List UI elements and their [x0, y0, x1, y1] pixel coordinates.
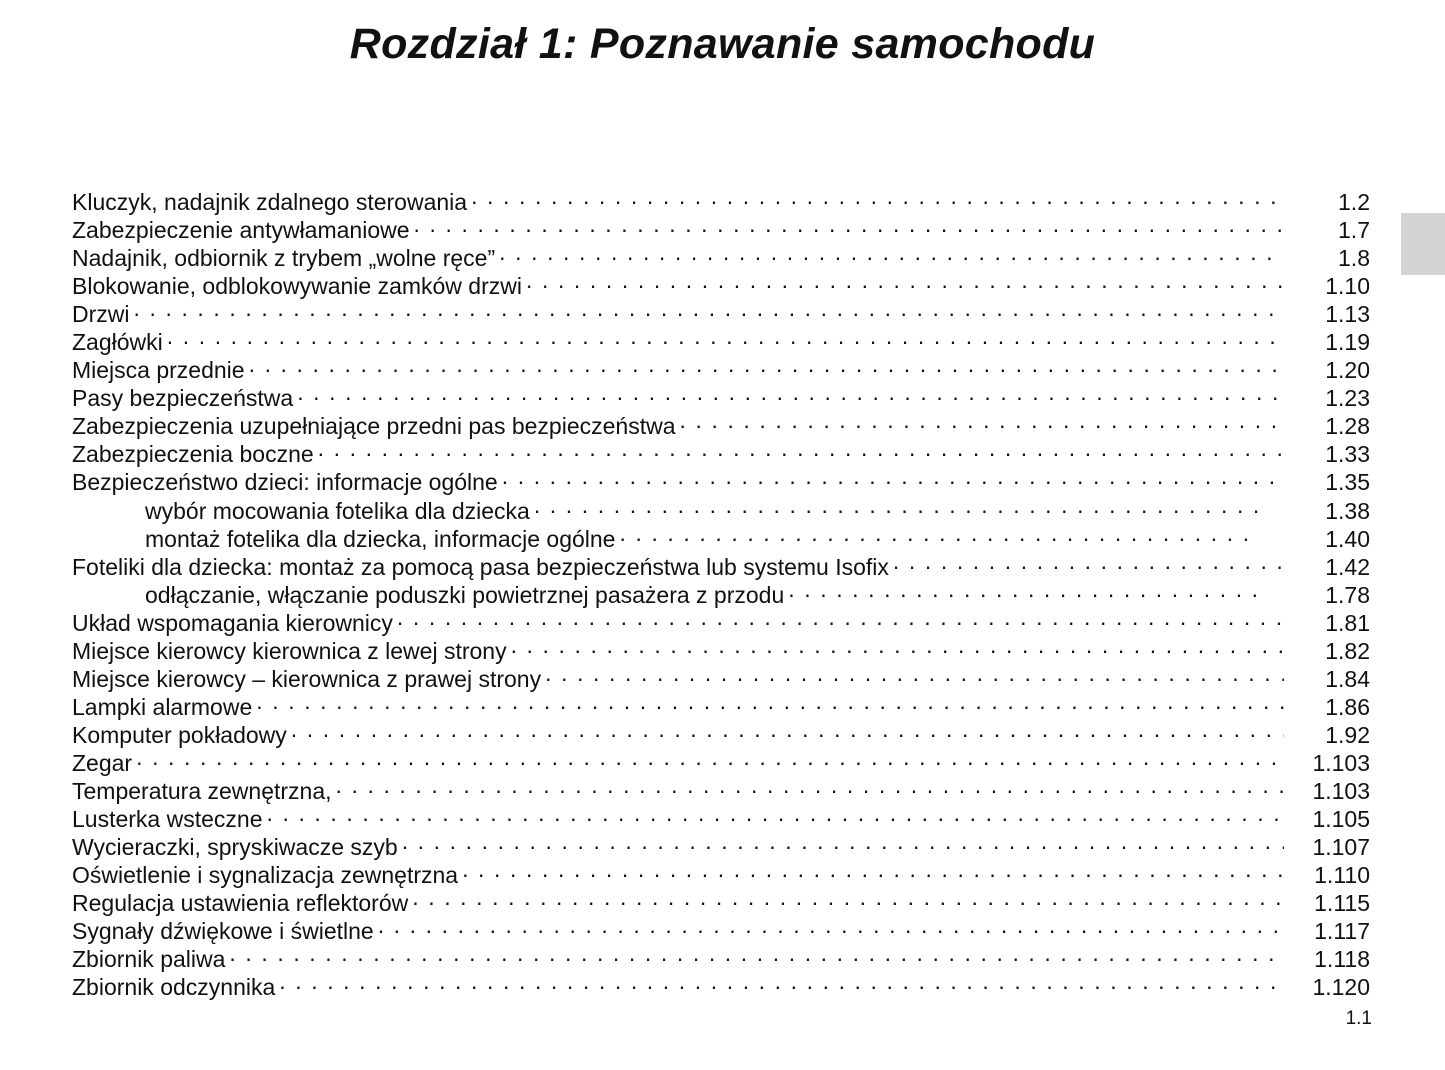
toc-entry-label: Lusterka wsteczne — [72, 806, 263, 833]
toc-entry[interactable] — [72, 939, 1370, 973]
toc-entry[interactable] — [72, 294, 1370, 328]
toc-entry-label: Wycieraczki, spryskiwacze szyb — [72, 834, 398, 861]
toc-entry-label: Bezpieczeństwo dzieci: informacje ogólne — [72, 469, 498, 496]
toc-entry-page: 1.8 — [1338, 245, 1370, 272]
dot-leader — [229, 939, 1284, 967]
toc-entry[interactable] — [72, 771, 1370, 804]
toc-entry[interactable] — [72, 967, 1370, 1001]
dot-leader — [256, 687, 1284, 715]
toc-entry-label: montaż fotelika dla dziecka, informacje ogólne — [145, 525, 616, 552]
toc-entry-label: Miejsce kierowcy – kierownica z prawej strony — [72, 665, 542, 692]
toc-entry-page: 1.81 — [1325, 609, 1370, 636]
toc-entry-page: 1.84 — [1325, 665, 1370, 692]
toc-entry-page: 1.7 — [1338, 217, 1370, 244]
toc-entry-label: odłączanie, włączanie poduszki powietrznej pasażera z przodu — [145, 581, 785, 608]
toc-entry-page: 1.103 — [1312, 749, 1370, 776]
dot-leader — [297, 378, 1284, 406]
toc-entry-page: 1.115 — [1314, 890, 1370, 917]
toc-entry-page: 1.86 — [1325, 693, 1370, 720]
dot-leader — [511, 631, 1284, 659]
toc-entry-page: 1.10 — [1325, 273, 1370, 300]
toc-entry-page: 1.120 — [1312, 974, 1370, 1001]
dot-leader — [619, 519, 1258, 547]
toc-entry-page: 1.118 — [1314, 946, 1370, 973]
dot-leader — [249, 350, 1284, 378]
dot-leader — [134, 294, 1285, 322]
toc-entry-page: 1.23 — [1325, 385, 1370, 412]
toc-entry-page: 1.78 — [1325, 581, 1370, 608]
toc-entry-label: Sygnały dźwiękowe i świetlne — [72, 918, 374, 945]
toc-entry-label: Miejsce kierowcy kierownica z lewej strony — [72, 637, 507, 664]
dot-leader — [412, 883, 1284, 911]
dot-leader — [397, 603, 1284, 631]
toc-entry[interactable] — [72, 799, 1370, 833]
toc-entry[interactable] — [72, 350, 1370, 384]
dot-leader — [167, 322, 1284, 350]
dot-leader — [788, 575, 1258, 603]
toc-entry-page: 1.105 — [1312, 806, 1370, 833]
toc-entry-label: Drzwi — [72, 301, 130, 328]
toc-entry-page: 1.19 — [1325, 329, 1370, 356]
toc-entry-label: Komputer pokładowy — [72, 721, 287, 748]
toc-entry-page: 1.35 — [1325, 469, 1370, 496]
toc-entry[interactable] — [72, 322, 1370, 356]
dot-leader — [471, 182, 1284, 210]
toc-entry[interactable] — [72, 827, 1370, 861]
toc-entry-page: 1.82 — [1325, 637, 1370, 664]
toc-entry-label: Kluczyk, nadajnik zdalnego sterowania — [72, 189, 468, 215]
toc-entry-page: 1.33 — [1325, 441, 1370, 468]
toc-entry-label: Oświetlenie i sygnalizacja zewnętrzna — [72, 862, 459, 889]
toc-entry-label: Nadajnik, odbiornik z trybem „wolne ręce” — [72, 245, 496, 272]
toc-entry-label: Miejsca przednie — [72, 357, 245, 384]
dot-leader — [136, 743, 1284, 771]
dot-leader — [680, 406, 1285, 434]
toc-entry-label: Zbiornik paliwa — [72, 946, 226, 973]
toc-entry-page: 1.40 — [1325, 525, 1370, 552]
toc-entry-page: 1.28 — [1325, 413, 1370, 440]
toc-entry-page: 1.13 — [1325, 301, 1370, 328]
toc-entry-label: Temperatura zewnętrzna, — [72, 777, 332, 804]
dot-leader — [291, 715, 1284, 743]
toc-entry-label: Foteliki dla dziecka: montaż za pomocą pasa bezpieczeństwa lub systemu Isofix — [72, 553, 889, 580]
dot-leader — [378, 911, 1284, 939]
toc-entry-page: 1.92 — [1325, 721, 1370, 748]
toc-entry-label: Lampki alarmowe — [72, 693, 253, 720]
toc-entry-page: 1.20 — [1325, 357, 1370, 384]
toc-entry-page: 1.103 — [1312, 777, 1370, 804]
dot-leader — [266, 799, 1284, 827]
toc-entry-label: Pasy bezpieczeństwa — [72, 385, 294, 412]
toc-entry-page: 1.42 — [1325, 553, 1370, 580]
dot-leader — [499, 238, 1284, 266]
dot-leader — [402, 827, 1284, 855]
toc-entry[interactable] — [72, 378, 1370, 412]
page-number: 1.1 — [1345, 1008, 1372, 1029]
table-of-contents — [72, 182, 1370, 1001]
toc-entry[interactable] — [72, 743, 1370, 776]
toc-entry-label: Zabezpieczenia uzupełniające przedni pas bezpieczeństwa — [72, 413, 676, 440]
toc-entry-label: Zegar — [72, 749, 133, 776]
toc-entry-page: 1.117 — [1314, 918, 1370, 945]
toc-entry-label: Regulacja ustawienia reflektorów — [72, 890, 409, 917]
dot-leader — [462, 855, 1284, 883]
toc-entry-label: Zbiornik odczynnika — [72, 974, 276, 1001]
toc-entry[interactable] — [72, 687, 1370, 720]
dot-leader — [318, 434, 1284, 462]
dot-leader — [336, 771, 1284, 799]
toc-entry-page: 1.110 — [1314, 862, 1370, 889]
dot-leader — [545, 659, 1284, 687]
toc-entry-label: Zabezpieczenia boczne — [72, 441, 314, 468]
dot-leader — [502, 462, 1284, 490]
toc-entry-label: Blokowanie, odblokowywanie zamków drzwi — [72, 273, 522, 300]
toc-entry-label: wybór mocowania fotelika dla dziecka — [145, 497, 530, 524]
toc-entry[interactable] — [72, 182, 1370, 215]
toc-entry-label: Układ wspomagania kierownicy — [72, 609, 393, 636]
page-title: Rozdział 1: Poznawanie samochodu — [349, 20, 1096, 68]
dot-leader — [526, 266, 1284, 294]
toc-entry-label: Zagłówki — [72, 329, 163, 356]
dot-leader — [534, 491, 1258, 519]
toc-entry-page: 1.2 — [1338, 189, 1370, 215]
dot-leader — [414, 210, 1284, 238]
toc-entry-page: 1.38 — [1325, 497, 1370, 524]
toc-entry[interactable] — [72, 715, 1370, 748]
dot-leader — [279, 967, 1284, 995]
dot-leader — [893, 547, 1284, 575]
chapter-tab — [1401, 213, 1445, 275]
toc-entry-label: Zabezpieczenie antywłamaniowe — [72, 217, 410, 244]
toc-entry-page: 1.107 — [1312, 834, 1370, 861]
